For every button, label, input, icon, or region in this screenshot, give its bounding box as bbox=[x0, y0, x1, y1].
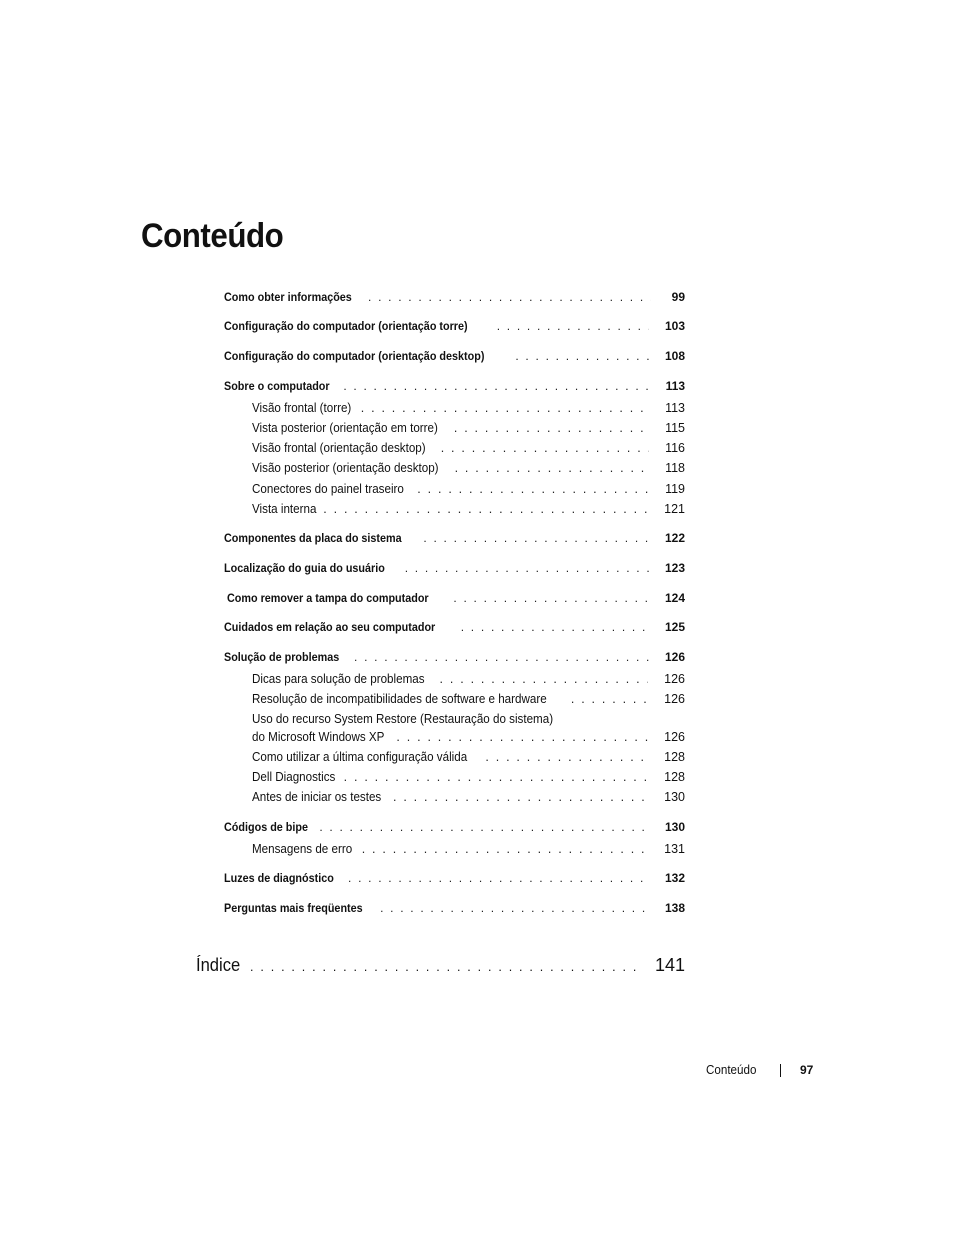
toc-subentry[interactable] bbox=[252, 501, 685, 517]
toc-entry-page: 119 bbox=[665, 482, 685, 496]
dot-leader bbox=[354, 649, 649, 665]
toc-entry-page: 125 bbox=[664, 620, 685, 634]
index-page: 141 bbox=[654, 955, 685, 975]
toc-subentry[interactable] bbox=[252, 400, 685, 416]
dot-leader bbox=[571, 691, 648, 707]
dot-leader bbox=[362, 841, 648, 857]
dot-leader bbox=[319, 819, 649, 835]
footer-divider bbox=[780, 1064, 781, 1077]
dot-leader bbox=[343, 378, 649, 394]
toc-subentry[interactable] bbox=[252, 420, 685, 436]
footer-page-number: 97 bbox=[800, 1063, 814, 1077]
dot-leader bbox=[393, 789, 648, 805]
toc-entry-label: Como remover a tampa do computador bbox=[224, 591, 429, 605]
toc-entry[interactable] bbox=[224, 819, 685, 835]
toc-entry[interactable] bbox=[224, 560, 685, 576]
toc-entry-page: 126 bbox=[664, 672, 685, 686]
toc-entry[interactable] bbox=[224, 348, 685, 364]
page-title: Conteúdo bbox=[141, 217, 284, 255]
index-label: Índice bbox=[196, 955, 241, 975]
page-footer bbox=[706, 1062, 813, 1078]
toc-entry-label: Visão frontal (torre) bbox=[252, 401, 352, 415]
dot-leader bbox=[455, 460, 649, 476]
toc-entry-label: Antes de iniciar os testes bbox=[252, 790, 382, 804]
dot-leader bbox=[454, 420, 649, 436]
toc-entry[interactable] bbox=[224, 530, 685, 546]
toc-entry-page: 128 bbox=[664, 750, 685, 764]
toc-entry-label: Como obter informações bbox=[224, 290, 352, 304]
toc-entry-page: 126 bbox=[664, 730, 685, 744]
dot-leader bbox=[423, 530, 649, 546]
dot-leader bbox=[361, 400, 649, 416]
toc-entry-page: 115 bbox=[665, 421, 685, 435]
toc-entry-page: 130 bbox=[664, 820, 685, 834]
toc-entry-page: 99 bbox=[671, 290, 685, 304]
dot-leader bbox=[497, 318, 649, 334]
toc-entry-label: Como utilizar a última configuração válida bbox=[252, 750, 468, 764]
toc-entry-page: 123 bbox=[664, 561, 685, 575]
dot-leader bbox=[461, 619, 649, 635]
toc-entry-page: 113 bbox=[665, 379, 685, 393]
toc-entry-page: 131 bbox=[664, 842, 685, 856]
toc-entry-page: 124 bbox=[664, 591, 685, 605]
toc-entry-label-line1: Uso do recurso System Restore (Restauração do sistema) bbox=[252, 712, 554, 726]
toc-entry-label: Componentes da placa do sistema bbox=[224, 531, 402, 545]
toc-entry-label: Mensagens de erro bbox=[252, 842, 353, 856]
toc-entry[interactable] bbox=[224, 318, 685, 334]
toc-entry-page: 118 bbox=[665, 461, 685, 475]
toc-entry-label: Localização do guia do usuário bbox=[224, 561, 385, 575]
dot-leader bbox=[417, 481, 649, 497]
toc-entry-page: 130 bbox=[664, 790, 685, 804]
dot-leader bbox=[368, 289, 651, 305]
toc-entry-label: Configuração do computador (orientação desktop) bbox=[224, 349, 485, 363]
toc-entry-label: Conectores do painel traseiro bbox=[252, 482, 404, 496]
toc-entry[interactable] bbox=[224, 590, 685, 606]
toc-index-entry[interactable] bbox=[196, 953, 685, 979]
toc-entry-label: Dell Diagnostics bbox=[252, 770, 336, 784]
dot-leader bbox=[396, 728, 648, 746]
toc-entry-label: Perguntas mais freqüentes bbox=[224, 901, 363, 915]
toc-entry-label: Resolução de incompatibilidades de software e hardware bbox=[252, 692, 547, 706]
toc-entry-page: 116 bbox=[665, 441, 685, 455]
toc-entry[interactable] bbox=[224, 619, 685, 635]
toc-entry-label: do Microsoft Windows XP bbox=[252, 730, 385, 744]
dot-leader bbox=[344, 769, 649, 785]
toc-subentry[interactable] bbox=[252, 841, 685, 857]
toc-subentry[interactable] bbox=[252, 440, 685, 456]
toc-entry-label: Solução de problemas bbox=[224, 650, 340, 664]
toc-entry[interactable] bbox=[224, 378, 685, 394]
toc-entry-label: Visão frontal (orientação desktop) bbox=[252, 441, 426, 455]
toc-entry-page: 132 bbox=[664, 871, 685, 885]
toc-entry-label: Vista posterior (orientação em torre) bbox=[252, 421, 438, 435]
toc-subentry[interactable] bbox=[252, 769, 685, 785]
toc-entry[interactable] bbox=[224, 870, 685, 886]
toc-entry-label: Códigos de bipe bbox=[224, 820, 309, 834]
dot-leader bbox=[405, 560, 649, 576]
toc-subentry[interactable] bbox=[252, 789, 685, 805]
toc-subentry[interactable] bbox=[252, 691, 685, 707]
toc-entry[interactable] bbox=[224, 649, 685, 665]
dot-leader bbox=[348, 870, 649, 886]
toc-entry-page: 113 bbox=[665, 401, 685, 415]
footer-section-title: Conteúdo bbox=[706, 1063, 757, 1077]
toc-entry-page: 121 bbox=[664, 502, 685, 516]
toc-entry-label: Cuidados em relação ao seu computador bbox=[224, 620, 436, 634]
toc-entry-page: 126 bbox=[664, 692, 685, 706]
toc-entry-label: Vista interna bbox=[252, 502, 317, 516]
dot-leader bbox=[515, 348, 649, 364]
toc-entry-label: Visão posterior (orientação desktop) bbox=[252, 461, 439, 475]
toc-entry-page: 128 bbox=[664, 770, 685, 784]
toc-entry-label: Luzes de diagnóstico bbox=[224, 871, 334, 885]
dot-leader bbox=[323, 501, 648, 517]
toc-entry[interactable] bbox=[224, 900, 685, 916]
toc-entry[interactable] bbox=[224, 289, 685, 305]
toc-entry-page: 126 bbox=[664, 650, 685, 664]
dot-leader bbox=[250, 955, 641, 979]
dot-leader bbox=[485, 749, 648, 765]
toc-subentry[interactable] bbox=[252, 460, 685, 476]
toc-subentry[interactable] bbox=[252, 671, 685, 687]
toc-subentry[interactable] bbox=[252, 481, 685, 497]
toc-entry-label: Sobre o computador bbox=[224, 379, 330, 393]
toc-entry-label: Dicas para solução de problemas bbox=[252, 672, 425, 686]
dot-leader bbox=[440, 671, 649, 687]
toc-entry-page: 122 bbox=[664, 531, 685, 545]
dot-leader bbox=[380, 900, 649, 916]
toc-entry-label: Configuração do computador (orientação torre) bbox=[224, 319, 468, 333]
toc-subentry[interactable] bbox=[252, 749, 685, 765]
toc-subentry[interactable] bbox=[252, 710, 685, 746]
toc-entry-page: 103 bbox=[664, 319, 685, 333]
dot-leader bbox=[441, 440, 649, 456]
toc-entry-page: 108 bbox=[664, 349, 685, 363]
toc-entry-page: 138 bbox=[664, 901, 685, 915]
dot-leader bbox=[453, 590, 649, 606]
